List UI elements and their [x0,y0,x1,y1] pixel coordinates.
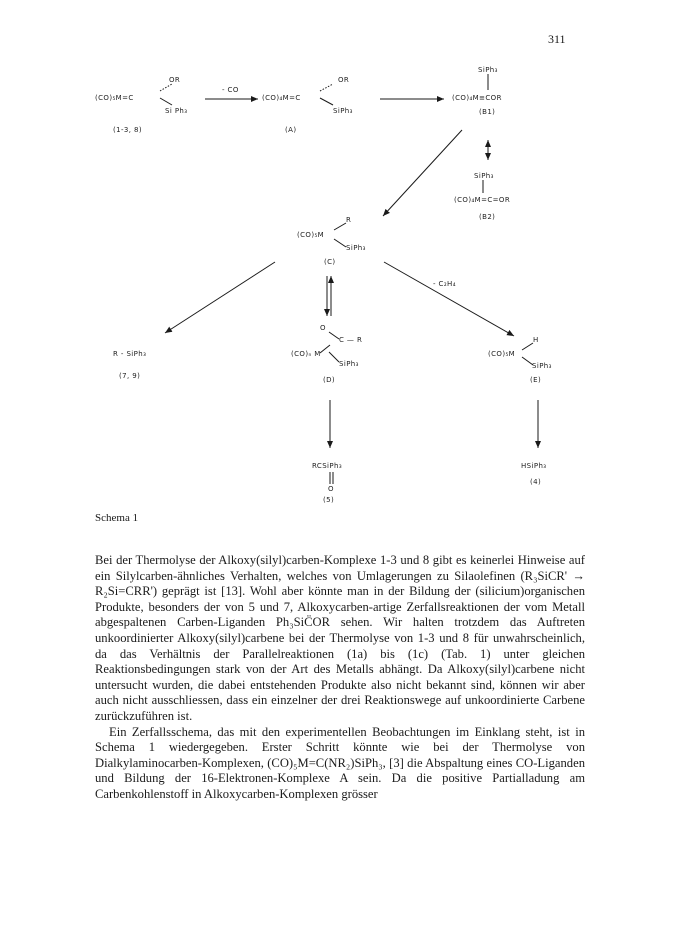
scheme-r1-label: (1-3, 8) [113,126,142,134]
scheme-d-o: O [320,324,326,332]
scheme-b2-label: (B2) [479,213,496,221]
scheme-e-label: (E) [530,376,542,384]
scheme-d-cr: C — R [339,336,363,344]
scheme-caption: Schema 1 [95,512,139,524]
scheme-c-r: R [346,216,352,224]
scheme-r1-siph3: Si Ph₃ [165,107,188,115]
scheme-79-compound: R - SiPh₃ [113,350,147,358]
scheme-d-siph3: SiPh₃ [339,360,359,368]
scheme-d-label: (D) [323,376,336,384]
scheme-b2-complex: (CO)₄M=C=OR [454,196,511,204]
scheme-e-complex: (CO)₅M [488,350,516,358]
page-number: 311 [548,32,566,46]
paragraph-2: Ein Zerfallsschema, das mit den experimentellen Beobachtungen im Einklang steht, ist in Schema 1 wiedergegeben. Erster Schritt könnte wie bei der Thermolyse von Dialkylaminocarben-Komplexen, (CO)₅M=C(NR₂)SiPh₃, [3] die Abspaltung eines CO-Liganden und Bildung der 16-Elektronen-Komplexe A sein. Da die positive Partialladung am Carbenkohlenstoff in Alkoxycarben-Komplexen grösser [95,724,585,801]
paragraph-1: Bei der Thermolyse der Alkoxy(silyl)carben-Komplexe 1-3 und 8 gibt es keinerlei Hinweise auf ein Silylcarben-ähnliches Verhalten, welches von Umlagerungen zu Silaolefinen (R₃SiCR' → R₂Si=CRR') geprägt ist [13]. Wohl aber könnte man in der Bildung der (silicium)organischen Produkte, besonders der von 5 und 7, Alkoxycarben-artige Zerfallsreaktionen der vom Metall abgespaltenen Carben-Liganden Ph₃SiC̈OR sehen. Wir halten trotzdem das Auftreten unkoordinierter Alkoxy(silyl)carbene bei der Thermolyse von 1-3 und 8 für unwahrscheinlich, da das Verhältnis der Parallelreaktionen (1a) bis (1c) (Tab. 1) unter gleichen Reaktionsbedingungen stark von der Art des Metalls abhängt. Da Alkoxy(silyl)carbene nicht untersucht wurden, die dabei entstehenden Produkte also nicht bekannt sind, können wir aber auch nicht ausschliessen, dass ein einzelner der drei Reaktionswege auf unkoordinierte Carbene zurückzuführen ist. [95,553,585,723]
scheme-e-siph3: SiPh₃ [532,362,552,370]
scheme-b2-siph3: SiPh₃ [474,172,494,180]
scheme-79-label: (7, 9) [119,372,141,380]
scheme-a-label: (A) [285,126,297,134]
scheme-a-siph3: SiPh₃ [333,107,353,115]
scheme-5-o: O [328,485,334,493]
scheme-a-complex: (CO)₄M=C [262,94,301,102]
scheme-c-label: (C) [324,258,336,266]
scheme-5-label: (5) [323,496,335,504]
scheme-b1-complex: (CO)₄M≡COR [452,94,502,102]
scheme-b1-siph3: SiPh₃ [478,66,498,74]
scheme-e-h: H [533,336,539,344]
scheme-r1-complex: (CO)₅M=C [95,94,134,102]
body-text [95,553,585,803]
scheme-arrow-minus-co: - CO [222,86,239,94]
scheme-5-compound: RCSiPh₃ [312,462,343,470]
scheme-b1-label: (B1) [479,108,496,116]
scheme-c-siph3: SiPh₃ [346,244,366,252]
scheme-arrow-minus-c2h4: - C₂H₄ [433,280,456,288]
scheme-4-compound: HSiPh₃ [521,462,547,470]
scheme-d-complex: (CO)ₙ M [291,350,321,358]
scheme-c-complex: (CO)₅M [297,231,325,239]
scheme-r1-or: OR [169,76,181,84]
scheme-a-or: OR [338,76,350,84]
scheme-4-label: (4) [530,478,542,486]
